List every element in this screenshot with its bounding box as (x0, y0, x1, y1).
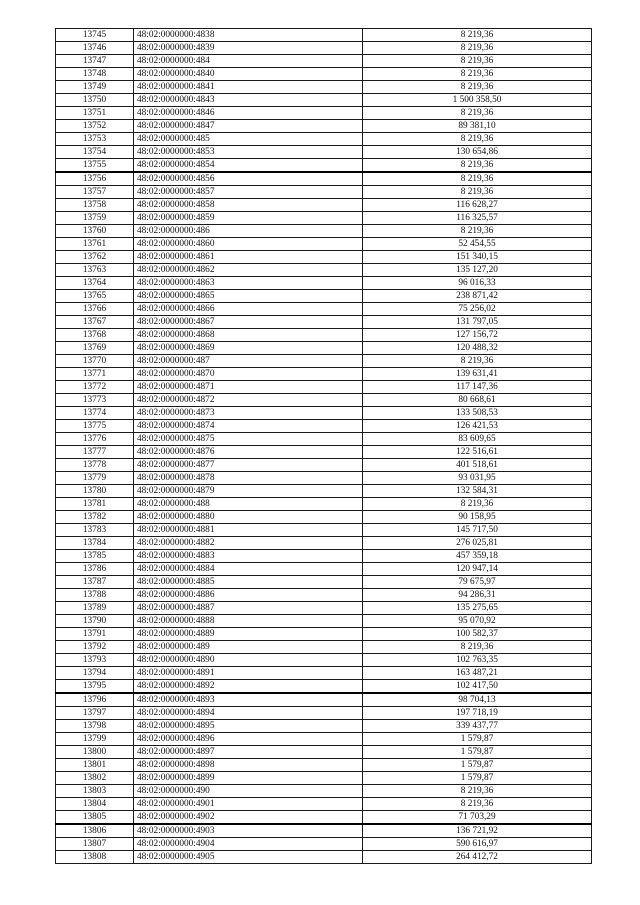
row-number-cell: 13807 (56, 838, 134, 851)
table-row (56, 798, 592, 811)
row-number-cell: 13796 (56, 693, 134, 707)
table-row (56, 524, 592, 537)
table-row (56, 55, 592, 68)
cadastral-value-cell: 130 654,86 (363, 146, 592, 159)
table-row (56, 563, 592, 576)
cadastral-value-cell: 163 487,21 (363, 667, 592, 680)
table-row (56, 381, 592, 394)
row-number-cell: 13792 (56, 641, 134, 654)
cadastral-value-cell: 1 579,87 (363, 733, 592, 746)
row-number-cell: 13754 (56, 146, 134, 159)
cadastral-number-cell: 48:02:0000000:4861 (134, 251, 363, 264)
table-row (56, 199, 592, 212)
cadastral-number-cell: 48:02:0000000:4840 (134, 68, 363, 81)
table-row (56, 511, 592, 524)
cadastral-number-cell: 48:02:0000000:4853 (134, 146, 363, 159)
row-number-cell: 13791 (56, 628, 134, 641)
cadastral-number-cell: 48:02:0000000:4890 (134, 654, 363, 667)
table-row (56, 303, 592, 316)
row-number-cell: 13778 (56, 459, 134, 472)
cadastral-number-cell: 48:02:0000000:488 (134, 498, 363, 511)
table-row (56, 329, 592, 342)
cadastral-value-cell: 264 412,72 (363, 851, 592, 864)
cadastral-value-cell: 8 219,36 (363, 785, 592, 798)
cadastral-value-cell: 8 219,36 (363, 172, 592, 186)
cadastral-number-cell: 48:02:0000000:4883 (134, 550, 363, 563)
table-row (56, 641, 592, 654)
cadastral-value-cell: 8 219,36 (363, 81, 592, 94)
cadastral-value-cell: 8 219,36 (363, 355, 592, 368)
row-number-cell: 13806 (56, 824, 134, 838)
cadastral-value-cell: 136 721,92 (363, 824, 592, 838)
cadastral-number-cell: 48:02:0000000:4884 (134, 563, 363, 576)
cadastral-value-cell: 116 628,27 (363, 199, 592, 212)
table-row (56, 589, 592, 602)
table-row (56, 433, 592, 446)
cadastral-number-cell: 48:02:0000000:4894 (134, 707, 363, 720)
cadastral-value-cell: 135 127,20 (363, 264, 592, 277)
cadastral-value-cell: 8 219,36 (363, 798, 592, 811)
cadastral-value-cell: 83 609,65 (363, 433, 592, 446)
table-row (56, 446, 592, 459)
cadastral-number-cell: 48:02:0000000:4841 (134, 81, 363, 94)
row-number-cell: 13771 (56, 368, 134, 381)
row-number-cell: 13798 (56, 720, 134, 733)
cadastral-number-cell: 48:02:0000000:4897 (134, 746, 363, 759)
table-row (56, 264, 592, 277)
row-number-cell: 13759 (56, 212, 134, 225)
cadastral-number-cell: 48:02:0000000:4901 (134, 798, 363, 811)
table-row (56, 355, 592, 368)
table-row (56, 107, 592, 120)
cadastral-number-cell: 48:02:0000000:4899 (134, 772, 363, 785)
cadastral-number-cell: 48:02:0000000:4856 (134, 172, 363, 186)
cadastral-value-cell: 8 219,36 (363, 107, 592, 120)
cadastral-value-cell: 120 488,32 (363, 342, 592, 355)
row-number-cell: 13774 (56, 407, 134, 420)
row-number-cell: 13748 (56, 68, 134, 81)
cadastral-number-cell: 48:02:0000000:4843 (134, 94, 363, 107)
table-row (56, 537, 592, 550)
table-row (56, 29, 592, 42)
row-number-cell: 13745 (56, 29, 134, 42)
table-row (56, 772, 592, 785)
cadastral-value-cell: 102 763,35 (363, 654, 592, 667)
cadastral-value-cell: 1 579,87 (363, 746, 592, 759)
table-row (56, 238, 592, 251)
cadastral-value-cell: 197 718,19 (363, 707, 592, 720)
table-row (56, 746, 592, 759)
cadastral-value-cell: 1 500 358,50 (363, 94, 592, 107)
row-number-cell: 13766 (56, 303, 134, 316)
table-row (56, 172, 592, 186)
cadastral-number-cell: 48:02:0000000:4876 (134, 446, 363, 459)
cadastral-value-cell: 127 156,72 (363, 329, 592, 342)
cadastral-value-cell: 135 275,65 (363, 602, 592, 615)
cadastral-number-cell: 48:02:0000000:4863 (134, 277, 363, 290)
row-number-cell: 13760 (56, 225, 134, 238)
cadastral-number-cell: 48:02:0000000:4887 (134, 602, 363, 615)
cadastral-number-cell: 48:02:0000000:4839 (134, 42, 363, 55)
row-number-cell: 13755 (56, 159, 134, 173)
cadastral-value-cell: 80 668,61 (363, 394, 592, 407)
table-row (56, 485, 592, 498)
row-number-cell: 13753 (56, 133, 134, 146)
table-row (56, 667, 592, 680)
row-number-cell: 13762 (56, 251, 134, 264)
cadastral-number-cell: 48:02:0000000:4838 (134, 29, 363, 42)
row-number-cell: 13785 (56, 550, 134, 563)
cadastral-value-cell: 238 871,42 (363, 290, 592, 303)
cadastral-number-cell: 48:02:0000000:4871 (134, 381, 363, 394)
cadastral-value-cell: 75 256,02 (363, 303, 592, 316)
table-row (56, 811, 592, 825)
cadastral-number-cell: 48:02:0000000:4869 (134, 342, 363, 355)
row-number-cell: 13749 (56, 81, 134, 94)
table-row (56, 550, 592, 563)
cadastral-number-cell: 48:02:0000000:4868 (134, 329, 363, 342)
cadastral-value-cell: 8 219,36 (363, 186, 592, 199)
row-number-cell: 13761 (56, 238, 134, 251)
row-number-cell: 13747 (56, 55, 134, 68)
cadastral-value-cell: 8 219,36 (363, 498, 592, 511)
cadastral-number-cell: 48:02:0000000:4860 (134, 238, 363, 251)
row-number-cell: 13777 (56, 446, 134, 459)
cadastral-value-cell: 94 286,31 (363, 589, 592, 602)
cadastral-number-cell: 48:02:0000000:487 (134, 355, 363, 368)
cadastral-value-cell: 90 158,95 (363, 511, 592, 524)
cadastral-value-cell: 145 717,50 (363, 524, 592, 537)
cadastral-value-cell: 590 616,97 (363, 838, 592, 851)
cadastral-value-cell: 1 579,87 (363, 772, 592, 785)
cadastral-value-cell: 8 219,36 (363, 133, 592, 146)
cadastral-number-cell: 48:02:0000000:4874 (134, 420, 363, 433)
cadastral-value-cell: 102 417,50 (363, 680, 592, 694)
cadastral-number-cell: 48:02:0000000:4885 (134, 576, 363, 589)
table-row (56, 602, 592, 615)
row-number-cell: 13804 (56, 798, 134, 811)
row-number-cell: 13767 (56, 316, 134, 329)
cadastral-value-cell: 93 031,95 (363, 472, 592, 485)
cadastral-value-cell: 339 437,77 (363, 720, 592, 733)
cadastral-value-cell: 71 703,29 (363, 811, 592, 825)
table-row (56, 680, 592, 694)
row-number-cell: 13781 (56, 498, 134, 511)
cadastral-number-cell: 48:02:0000000:4886 (134, 589, 363, 602)
table-row (56, 759, 592, 772)
table-row (56, 133, 592, 146)
row-number-cell: 13784 (56, 537, 134, 550)
table-row (56, 290, 592, 303)
table-row (56, 342, 592, 355)
table-row (56, 407, 592, 420)
cadastral-number-cell: 48:02:0000000:4881 (134, 524, 363, 537)
row-number-cell: 13752 (56, 120, 134, 133)
cadastral-number-cell: 48:02:0000000:4892 (134, 680, 363, 694)
table-row (56, 42, 592, 55)
row-number-cell: 13788 (56, 589, 134, 602)
row-number-cell: 13751 (56, 107, 134, 120)
table-row (56, 615, 592, 628)
table-row (56, 472, 592, 485)
cadastral-number-cell: 48:02:0000000:4889 (134, 628, 363, 641)
table-row (56, 68, 592, 81)
cadastral-value-cell: 79 675,97 (363, 576, 592, 589)
table-row (56, 824, 592, 838)
table-row (56, 420, 592, 433)
cadastral-value-cell: 8 219,36 (363, 29, 592, 42)
cadastral-number-cell: 48:02:0000000:4847 (134, 120, 363, 133)
table-body (56, 29, 592, 864)
row-number-cell: 13808 (56, 851, 134, 864)
cadastral-number-cell: 48:02:0000000:490 (134, 785, 363, 798)
row-number-cell: 13787 (56, 576, 134, 589)
cadastral-number-cell: 48:02:0000000:4846 (134, 107, 363, 120)
row-number-cell: 13800 (56, 746, 134, 759)
row-number-cell: 13764 (56, 277, 134, 290)
row-number-cell: 13776 (56, 433, 134, 446)
table-row (56, 654, 592, 667)
cadastral-value-cell: 117 147,36 (363, 381, 592, 394)
row-number-cell: 13799 (56, 733, 134, 746)
cadastral-number-cell: 48:02:0000000:4904 (134, 838, 363, 851)
table-row (56, 368, 592, 381)
row-number-cell: 13772 (56, 381, 134, 394)
row-number-cell: 13797 (56, 707, 134, 720)
table-row (56, 316, 592, 329)
cadastral-number-cell: 48:02:0000000:4902 (134, 811, 363, 825)
row-number-cell: 13768 (56, 329, 134, 342)
cadastral-value-cell: 401 518,61 (363, 459, 592, 472)
row-number-cell: 13783 (56, 524, 134, 537)
table-row (56, 785, 592, 798)
cadastral-value-cell: 8 219,36 (363, 225, 592, 238)
cadastral-number-cell: 48:02:0000000:4879 (134, 485, 363, 498)
row-number-cell: 13803 (56, 785, 134, 798)
row-number-cell: 13770 (56, 355, 134, 368)
cadastral-value-cell: 52 454,55 (363, 238, 592, 251)
cadastral-value-cell: 96 016,33 (363, 277, 592, 290)
cadastral-number-cell: 48:02:0000000:4858 (134, 199, 363, 212)
table-row (56, 576, 592, 589)
cadastral-number-cell: 48:02:0000000:4857 (134, 186, 363, 199)
cadastral-number-cell: 48:02:0000000:4867 (134, 316, 363, 329)
row-number-cell: 13746 (56, 42, 134, 55)
cadastral-value-cell: 151 340,15 (363, 251, 592, 264)
row-number-cell: 13794 (56, 667, 134, 680)
cadastral-value-cell: 276 025,81 (363, 537, 592, 550)
row-number-cell: 13782 (56, 511, 134, 524)
cadastral-value-cell: 8 219,36 (363, 55, 592, 68)
table-row (56, 277, 592, 290)
cadastral-number-cell: 48:02:0000000:4896 (134, 733, 363, 746)
table-row (56, 693, 592, 707)
row-number-cell: 13801 (56, 759, 134, 772)
row-number-cell: 13790 (56, 615, 134, 628)
row-number-cell: 13750 (56, 94, 134, 107)
cadastral-number-cell: 48:02:0000000:4878 (134, 472, 363, 485)
cadastral-value-cell: 116 325,57 (363, 212, 592, 225)
table-row (56, 707, 592, 720)
cadastral-value-cell: 120 947,14 (363, 563, 592, 576)
cadastral-number-cell: 48:02:0000000:4880 (134, 511, 363, 524)
row-number-cell: 13805 (56, 811, 134, 825)
row-number-cell: 13779 (56, 472, 134, 485)
cadastral-value-cell: 132 584,31 (363, 485, 592, 498)
cadastral-value-cell: 122 516,61 (363, 446, 592, 459)
cadastral-number-cell: 48:02:0000000:4891 (134, 667, 363, 680)
table-row (56, 251, 592, 264)
row-number-cell: 13789 (56, 602, 134, 615)
cadastral-number-cell: 48:02:0000000:4898 (134, 759, 363, 772)
cadastral-value-cell: 8 219,36 (363, 641, 592, 654)
cadastral-number-cell: 48:02:0000000:4870 (134, 368, 363, 381)
cadastral-value-cell: 100 582,37 (363, 628, 592, 641)
cadastral-number-cell: 48:02:0000000:4859 (134, 212, 363, 225)
cadastral-value-cell: 126 421,53 (363, 420, 592, 433)
cadastral-value-cell: 8 219,36 (363, 159, 592, 173)
table-row (56, 81, 592, 94)
cadastral-number-cell: 48:02:0000000:4854 (134, 159, 363, 173)
cadastral-number-cell: 48:02:0000000:4862 (134, 264, 363, 277)
cadastral-value-cell: 131 797,05 (363, 316, 592, 329)
cadastral-value-cell: 95 070,92 (363, 615, 592, 628)
table-row (56, 628, 592, 641)
row-number-cell: 13786 (56, 563, 134, 576)
cadastral-number-cell: 48:02:0000000:4882 (134, 537, 363, 550)
cadastral-number-cell: 48:02:0000000:4866 (134, 303, 363, 316)
table-row (56, 498, 592, 511)
table-row (56, 720, 592, 733)
table-row (56, 225, 592, 238)
cadastral-number-cell: 48:02:0000000:4872 (134, 394, 363, 407)
table-row (56, 146, 592, 159)
cadastral-number-cell: 48:02:0000000:4893 (134, 693, 363, 707)
cadastral-number-cell: 48:02:0000000:4905 (134, 851, 363, 864)
row-number-cell: 13802 (56, 772, 134, 785)
row-number-cell: 13769 (56, 342, 134, 355)
cadastral-number-cell: 48:02:0000000:4873 (134, 407, 363, 420)
cadastral-value-cell: 1 579,87 (363, 759, 592, 772)
cadastral-number-cell: 48:02:0000000:4875 (134, 433, 363, 446)
row-number-cell: 13793 (56, 654, 134, 667)
cadastral-value-cell: 89 381,10 (363, 120, 592, 133)
cadastral-number-cell: 48:02:0000000:4865 (134, 290, 363, 303)
table-row (56, 159, 592, 173)
table-row (56, 94, 592, 107)
row-number-cell: 13775 (56, 420, 134, 433)
cadastral-number-cell: 48:02:0000000:4888 (134, 615, 363, 628)
cadastral-value-table (55, 28, 592, 864)
table-row (56, 394, 592, 407)
cadastral-value-cell: 139 631,41 (363, 368, 592, 381)
row-number-cell: 13780 (56, 485, 134, 498)
table-row (56, 120, 592, 133)
row-number-cell: 13757 (56, 186, 134, 199)
cadastral-number-cell: 48:02:0000000:489 (134, 641, 363, 654)
row-number-cell: 13758 (56, 199, 134, 212)
row-number-cell: 13773 (56, 394, 134, 407)
cadastral-number-cell: 48:02:0000000:4903 (134, 824, 363, 838)
table-row (56, 733, 592, 746)
row-number-cell: 13763 (56, 264, 134, 277)
cadastral-value-cell: 133 508,53 (363, 407, 592, 420)
cadastral-number-cell: 48:02:0000000:4895 (134, 720, 363, 733)
table-row (56, 838, 592, 851)
table-row (56, 212, 592, 225)
cadastral-number-cell: 48:02:0000000:4877 (134, 459, 363, 472)
cadastral-number-cell: 48:02:0000000:485 (134, 133, 363, 146)
row-number-cell: 13765 (56, 290, 134, 303)
table-row (56, 851, 592, 864)
row-number-cell: 13756 (56, 172, 134, 186)
row-number-cell: 13795 (56, 680, 134, 694)
cadastral-value-cell: 98 704,13 (363, 693, 592, 707)
cadastral-number-cell: 48:02:0000000:486 (134, 225, 363, 238)
table-row (56, 459, 592, 472)
cadastral-value-cell: 8 219,36 (363, 68, 592, 81)
cadastral-value-cell: 8 219,36 (363, 42, 592, 55)
table-row (56, 186, 592, 199)
cadastral-value-cell: 457 359,18 (363, 550, 592, 563)
cadastral-number-cell: 48:02:0000000:484 (134, 55, 363, 68)
